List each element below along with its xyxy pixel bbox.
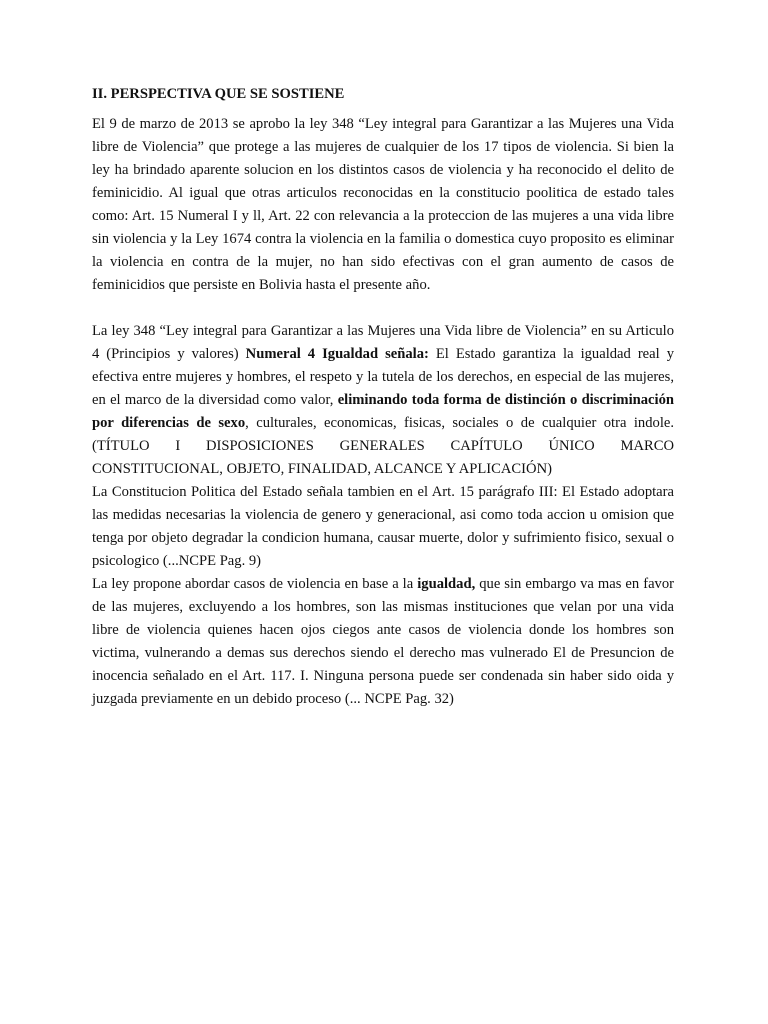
paragraph-2 [92, 320, 674, 481]
paragraph-3: La Constitucion Politica del Estado señala tambien en el Art. 15 parágrafo III: El Estado adoptara las medidas necesarias la violencia de genero y generacional, asi como toda accion u omision que tenga por objeto degradar la condicion humana, causar muerte, dolor y sufrimiento fisico, sexual o psicologico (...NCPE Pag. 9) [92, 484, 674, 569]
paragraph-2-text-e: , culturales, economicas, fisicas, sociales o de cualquier otra indole. (TÍTULO I DISPOSICIONES GENERALES CAPÍTULO ÚNICO MARCO CONSTITUCIONAL, OBJETO, FINALIDAD, ALCANCE Y APLICACIÓN) [92, 415, 675, 477]
paragraph-1: El 9 de marzo de 2013 se aprobo la ley 348 “Ley integral para Garantizar a las Mujeres una Vida libre de Violencia” que protege a las mujeres de cualquier de los 17 tipos de violencia. Si bien la ley ha brindado aparente solucion en los distintos casos de violencia y ha reconocido el delito de feminicidio. Al igual que otras articulos reconocidas en la constitucio poolitica de estado tales como: Art. 15 Numeral I y ll, Art. 22 con relevancia a la proteccion de las mujeres a una vida libre sin violencia y la Ley 1674 contra la violencia en la familia o domestica cuyo proposito es eliminar la violencia en contra de la mujer, no han sido efectivas con el gran aumento de casos de feminicidios que persiste en Bolivia hasta el presente año. [92, 116, 674, 293]
section-heading: II. PERSPECTIVA QUE SE SOSTIENE [92, 86, 345, 102]
paragraph-4 [92, 573, 674, 711]
paragraph-4-bold-igualdad: igualdad, [417, 576, 476, 592]
paragraph-4-text-c: que sin embargo va mas en favor de las mujeres, excluyendo a los hombres, son las mismas instituciones que velan por una vida libre de violencia quienes hacen ojos ciegos ante casos de violencia donde los hombres son victima, vulnerando a demas sus derechos siendo el derecho mas vulnerado El de Presuncion de inocencia señalado en el Art. 117. I. Ninguna persona puede ser condenada sin haber sido oida y juzgada previamente en un debido proceso (... NCPE Pag. 32) [92, 576, 674, 707]
paragraph-4-text-a: La ley propone abordar casos de violencia en base a la [92, 576, 418, 592]
paragraph-2-bold-eliminando: eliminando toda forma de distinción o discriminación por diferencias de sexo [92, 392, 674, 431]
paragraph-spacer [92, 297, 674, 320]
paragraph-2-text-c: El Estado garantiza la igualdad real y efectiva entre mujeres y hombres, el respeto y la tutela de los derechos, en especial de las mujeres, en el marco de la diversidad como valor, [92, 346, 674, 408]
document-page [92, 83, 674, 711]
paragraph-2-bold-numeral: Numeral 4 Igualdad señala: [245, 346, 429, 362]
paragraph-2-text-a: La ley 348 “Ley integral para Garantizar a las Mujeres una Vida libre de Violencia” en su Articulo 4 (Principios y valores) [92, 323, 674, 362]
